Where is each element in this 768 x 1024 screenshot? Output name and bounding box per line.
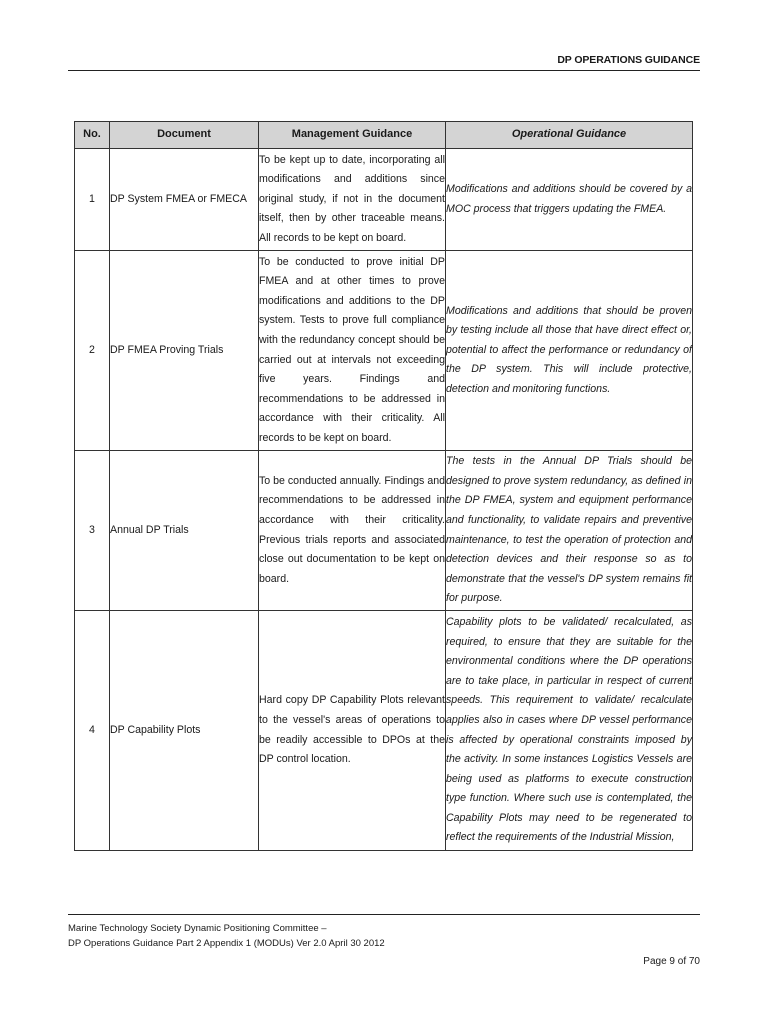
- row-document: DP Capability Plots: [110, 611, 259, 851]
- row-management-guidance: Hard copy DP Capability Plots relevant to the vessel's areas of operations to be readily accessible to DPOs at the DP control location.: [259, 611, 446, 851]
- table-row: [75, 251, 693, 451]
- row-number: 1: [75, 149, 110, 251]
- row-operational-guidance: Capability plots to be validated/ recalculated, as required, to ensure that they are suitable for the environmental conditions where the DP operations are to take place, in particular in respect of current speeds. This requirement to validate/ recalculate applies also in cases where DP vessel performance is affected by operational constraints imposed by the activity. In some instances Logistics Vessels are being used as platforms to execute construction type function. Where such use is contemplated, the Capability Plots may need to be regenerated to reflect the requirements of the Industrial Mission,: [446, 611, 693, 851]
- row-number: 3: [75, 451, 110, 611]
- row-document: DP FMEA Proving Trials: [110, 251, 259, 451]
- row-document: Annual DP Trials: [110, 451, 259, 611]
- footer-divider: [68, 914, 700, 915]
- row-operational-guidance: Modifications and additions that should be proven by testing include all those that have direct effect or, potential to affect the performance or redundancy of the DP system. This will include protective, detection and monitoring functions.: [446, 251, 693, 451]
- column-header-operational: Operational Guidance: [446, 122, 693, 149]
- footer-line-document: DP Operations Guidance Part 2 Appendix 1 (MODUs) Ver 2.0 April 30 2012: [68, 938, 385, 949]
- row-management-guidance: To be conducted annually. Findings and recommendations to be addressed in accordance with their criticality. Previous trials reports and associated close out documentation to be kept on board.: [259, 451, 446, 611]
- row-document: DP System FMEA or FMECA: [110, 149, 259, 251]
- footer-text: [68, 921, 385, 951]
- row-number: 4: [75, 611, 110, 851]
- table-header-row: [75, 122, 693, 149]
- table-row: [75, 149, 693, 251]
- column-header-no: No.: [75, 122, 110, 149]
- page-number: Page 9 of 70: [643, 956, 700, 967]
- row-management-guidance: To be kept up to date, incorporating all modifications and additions since original study, if not in the document itself, then by other traceable means. All records to be kept on board.: [259, 149, 446, 251]
- row-management-guidance: To be conducted to prove initial DP FMEA and at other times to prove modifications and additions to the DP system. Tests to prove full compliance with the redundancy concept should be carried out at intervals not exceeding five years. Findings and recommendations to be addressed in accordance with their criticality. All records to be kept on board.: [259, 251, 446, 451]
- column-header-management: Management Guidance: [259, 122, 446, 149]
- column-header-document: Document: [110, 122, 259, 149]
- footer-line-committee: Marine Technology Society Dynamic Positioning Committee –: [68, 923, 327, 934]
- row-operational-guidance: The tests in the Annual DP Trials should be designed to prove system redundancy, as defined in the DP FMEA, system and equipment performance and functionality, to validate repairs and preventive maintenance, to test the operation of protection and detection devices and their response so as to demonstrate that the vessel's DP system remains fit for purpose.: [446, 451, 693, 611]
- row-operational-guidance: Modifications and additions should be covered by a MOC process that triggers updating the FMEA.: [446, 149, 693, 251]
- row-number: 2: [75, 251, 110, 451]
- page-header-title: DP OPERATIONS GUIDANCE: [557, 54, 700, 66]
- table-row: [75, 611, 693, 851]
- table-row: [75, 451, 693, 611]
- guidance-table: [74, 121, 693, 851]
- header-divider: [68, 70, 700, 71]
